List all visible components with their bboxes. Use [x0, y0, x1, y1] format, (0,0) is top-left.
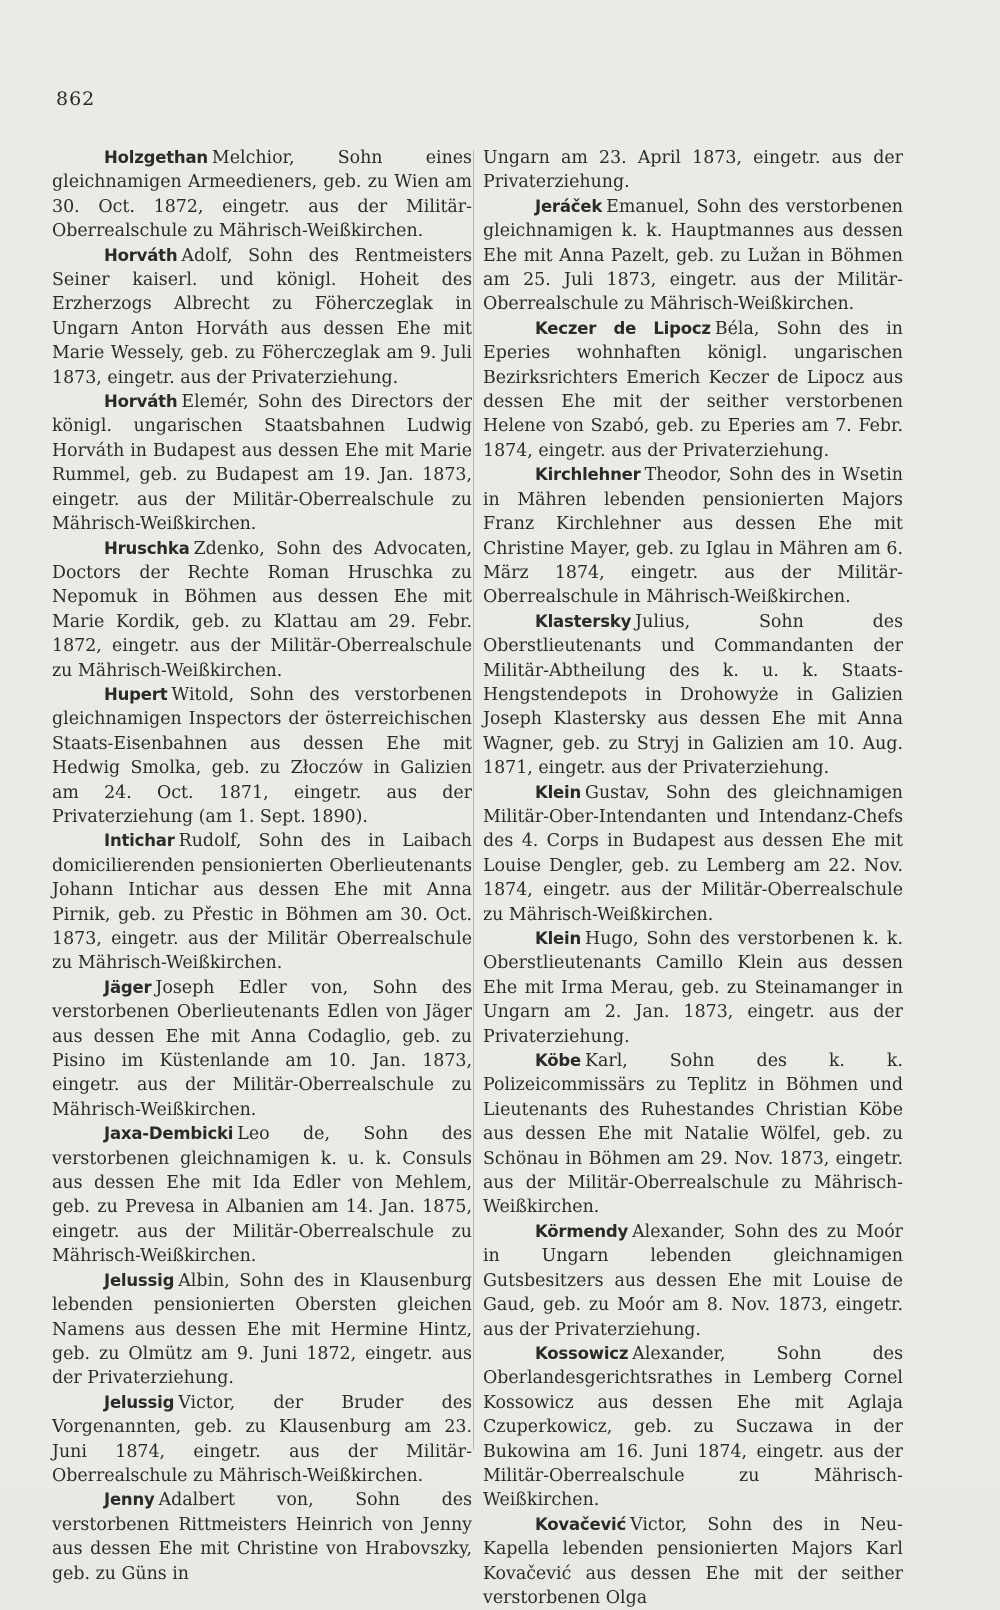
entry-name: Jenny	[104, 1490, 155, 1510]
entry-text: Joseph Edler von, Sohn des verstorbenen Oberlieutenants Edlen von Jäger aus dessen Ehe mit Anna Codaglio, geb. zu Pisino im Küstenlande am 10. Jan. 1873, eingetr. aus der Militär-Oberrealschule zu Mährisch-Weißkirchen.	[52, 977, 472, 1120]
entry	[483, 1342, 903, 1513]
entry-text: Zdenko, Sohn des Advocaten, Doctors der Rechte Roman Hruschka zu Nepomuk in Böhmen aus dessen Ehe mit Marie Kordik, geb. zu Klattau am 29. Febr. 1872, eingetr. aus der Militär-Oberrealschule zu Mährisch-Weißkirchen.	[52, 538, 472, 681]
entry-text: Albin, Sohn des in Klausenburg lebenden pensionierten Obersten gleichen Namens aus dessen Ehe mit Hermine Hintz, geb. zu Olmütz am 9. Juni 1872, eingetr. aus der Privaterziehung.	[52, 1270, 472, 1389]
entry	[52, 244, 472, 390]
entry	[483, 317, 903, 463]
entry	[52, 390, 472, 536]
entry-continuation	[483, 146, 903, 195]
entry	[52, 976, 472, 1122]
entry	[483, 195, 903, 317]
entry-name: Klastersky	[535, 611, 632, 631]
entry-name: Holzgethan	[104, 148, 208, 167]
entry-text: Adolf, Sohn des Rentmeisters Seiner kaiserl. und königl. Hoheit des Erzherzogs Albrecht zu Föherczeglak in Ungarn Anton Horváth aus dessen Ehe mit Marie Wessely, geb. zu Föherczeglak am 9. Juli 1873, eingetr. aus der Privaterziehung.	[52, 245, 472, 388]
entry	[52, 1269, 472, 1391]
entry	[52, 1391, 472, 1489]
entry-text: Alexander, Sohn des Oberlandesgerichtsrathes in Lemberg Cornel Kossowicz aus dessen Ehe mit Aglaja Czuperkowicz, geb. zu Suczawa in der Bukowina am 16. Juni 1874, eingetr. aus der Militär-Oberrealschule zu Mährisch-Weißkirchen.	[483, 1343, 903, 1511]
entry-name: Jäger	[104, 977, 152, 997]
entry-text: Gustav, Sohn des gleichnamigen Militär-Ober-Intendanten und Intendanz-Chefs des 4. Corps in Budapest aus dessen Ehe mit Louise Dengler, geb. zu Lemberg am 22. Nov. 1874, eingetr. aus der Militär-Oberrealschule zu Mährisch-Weißkirchen.	[483, 782, 903, 925]
entry-text: Hugo, Sohn des verstorbenen k. k. Oberstlieutenants Camillo Klein aus dessen Ehe mit Irma Merau, geb. zu Steinamanger in Ungarn am 2. Jan. 1873, eingetr. aus der Privaterziehung.	[483, 929, 903, 1047]
entry-name: Klein	[535, 929, 582, 948]
entry	[52, 146, 472, 244]
entry-text: Adalbert von, Sohn des verstorbenen Rittmeisters Heinrich von Jenny aus dessen Ehe mit Christine von Hrabovszky, geb. zu Güns in	[52, 1490, 472, 1584]
entry	[483, 1220, 903, 1342]
entry-text: Béla, Sohn des in Eperies wohnhaften königl. ungarischen Bezirksrichters Emerich Keczer de Lipocz aus dessen Ehe mit der seither verstorbenen Helene von Szabó, geb. zu Eperies am 7. Febr. 1874, eingetr. aus der Privaterziehung.	[483, 318, 903, 461]
entry-text: Rudolf, Sohn des in Laibach domicilierenden pensionierten Oberlieutenants Johann Intichar aus dessen Ehe mit Anna Pirnik, geb. zu Přestic in Böhmen am 30. Oct. 1873, eingetr. aus der Militär Oberrealschule zu Mährisch-Weißkirchen.	[52, 831, 472, 974]
entry-name: Keczer de Lipocz	[535, 318, 711, 338]
entry-text: Victor, Sohn des in Neu-Kapella lebenden pensionierten Majors Karl Kovačević aus dessen Ehe mit der seither verstorbenen Olga	[483, 1514, 903, 1608]
entry	[52, 1122, 472, 1268]
entry-name: Intichar	[104, 831, 175, 851]
entry-name: Köbe	[535, 1051, 582, 1071]
entry-text: Alexander, Sohn des zu Moór in Ungarn lebenden gleichnamigen Gutsbesitzers aus dessen Ehe mit Louise de Gaud, geb. zu Moór am 8. Nov. 1873, eingetr. aus der Privaterziehung.	[483, 1221, 903, 1340]
entry-name: Körmendy	[535, 1221, 629, 1241]
entry	[52, 829, 472, 975]
entry	[483, 610, 903, 781]
entry-name: Kirchlehner	[535, 465, 641, 485]
entry	[52, 537, 472, 683]
right-column	[483, 146, 903, 1610]
column-divider	[473, 150, 474, 1450]
entry-name: Horváth	[104, 245, 178, 265]
entry-name: Jaxa-Dembicki	[104, 1124, 234, 1144]
entry-text: Emanuel, Sohn des verstorbenen gleichnamigen k. k. Hauptmannes aus dessen Ehe mit Anna Pazelt, geb. zu Lužan in Böhmen am 25. Juli 1873, eingetr. aus der Militär-Oberrealschule zu Mährisch-Weißkirchen.	[483, 196, 903, 315]
entry-name: Horváth	[104, 392, 178, 412]
entry	[483, 1513, 903, 1610]
entry-name: Kossowicz	[535, 1343, 629, 1363]
entry	[483, 781, 903, 927]
entry-name: Hupert	[104, 684, 168, 704]
entry	[52, 1488, 472, 1586]
entry-text: Ungarn am 23. April 1873, eingetr. aus der Privaterziehung.	[483, 148, 903, 193]
entry-text: Victor, der Bruder des Vorgenannten, geb. zu Klausenburg am 23. Juni 1874, eingetr. aus der Militär-Oberrealschule zu Mährisch-Weißkirchen.	[52, 1392, 472, 1486]
entry	[483, 1049, 903, 1220]
entry-name: Jelussig	[104, 1270, 175, 1290]
entry-name: Jelussig	[104, 1392, 175, 1412]
entry-name: Jeráček	[535, 196, 603, 216]
left-column	[52, 146, 472, 1586]
entry	[52, 683, 472, 829]
entry-text: Julius, Sohn des Oberstlieutenants und Commandanten der Militär-Abtheilung des k. u. k. Staats-Hengstendepots in Drohowyże in Galizien Joseph Klastersky aus dessen Ehe mit Anna Wagner, geb. zu Stryj in Galizien am 10. Aug. 1871, eingetr. aus der Privaterziehung.	[483, 611, 903, 779]
entry-text: Karl, Sohn des k. k. Polizeicommissärs zu Teplitz in Böhmen und Lieutenants des Ruhestandes Christian Köbe aus dessen Ehe mit Natalie Wölfel, geb. zu Schönau in Böhmen am 29. Nov. 1873, eingetr. aus der Militär-Oberrealschule zu Mährisch-Weißkirchen.	[483, 1051, 903, 1218]
entry-text: Elemér, Sohn des Directors der königl. ungarischen Staatsbahnen Ludwig Horváth in Budapest aus dessen Ehe mit Marie Rummel, geb. zu Budapest am 19. Jan. 1873, eingetr. aus der Militär-Oberrealschule zu Mährisch-Weißkirchen.	[52, 392, 472, 535]
entry-text: Theodor, Sohn des in Wsetin in Mähren lebenden pensionierten Majors Franz Kirchlehner aus dessen Ehe mit Christine Mayer, geb. zu Iglau in Mähren am 6. März 1874, eingetr. aus der Militär-Oberrealschule in Mährisch-Weißkirchen.	[483, 465, 903, 608]
page-number: 862	[56, 88, 96, 110]
entry-text: Leo de, Sohn des verstorbenen gleichnamigen k. u. k. Consuls aus dessen Ehe mit Ida Edler von Mehlem, geb. zu Prevesa in Albanien am 14. Jan. 1875, eingetr. aus der Militär-Oberrealschule zu Mährisch-Weißkirchen.	[52, 1124, 472, 1267]
entry-name: Hruschka	[104, 538, 190, 558]
entry-name: Kovačević	[535, 1514, 627, 1534]
entry	[483, 463, 903, 609]
entry-name: Klein	[535, 782, 582, 802]
entry	[483, 927, 903, 1049]
entry-text: Witold, Sohn des verstorbenen gleichnamigen Inspectors der österreichischen Staats-Eisenbahnen aus dessen Ehe mit Hedwig Smolka, geb. zu Złoczów in Galizien am 24. Oct. 1871, eingetr. aus der Privaterziehung (am 1. Sept. 1890).	[52, 684, 472, 827]
entry-text: Melchior, Sohn eines gleichnamigen Armeedieners, geb. zu Wien am 30. Oct. 1872, eingetr. aus der Militär-Oberrealschule zu Mährisch-Weißkirchen.	[52, 148, 472, 242]
